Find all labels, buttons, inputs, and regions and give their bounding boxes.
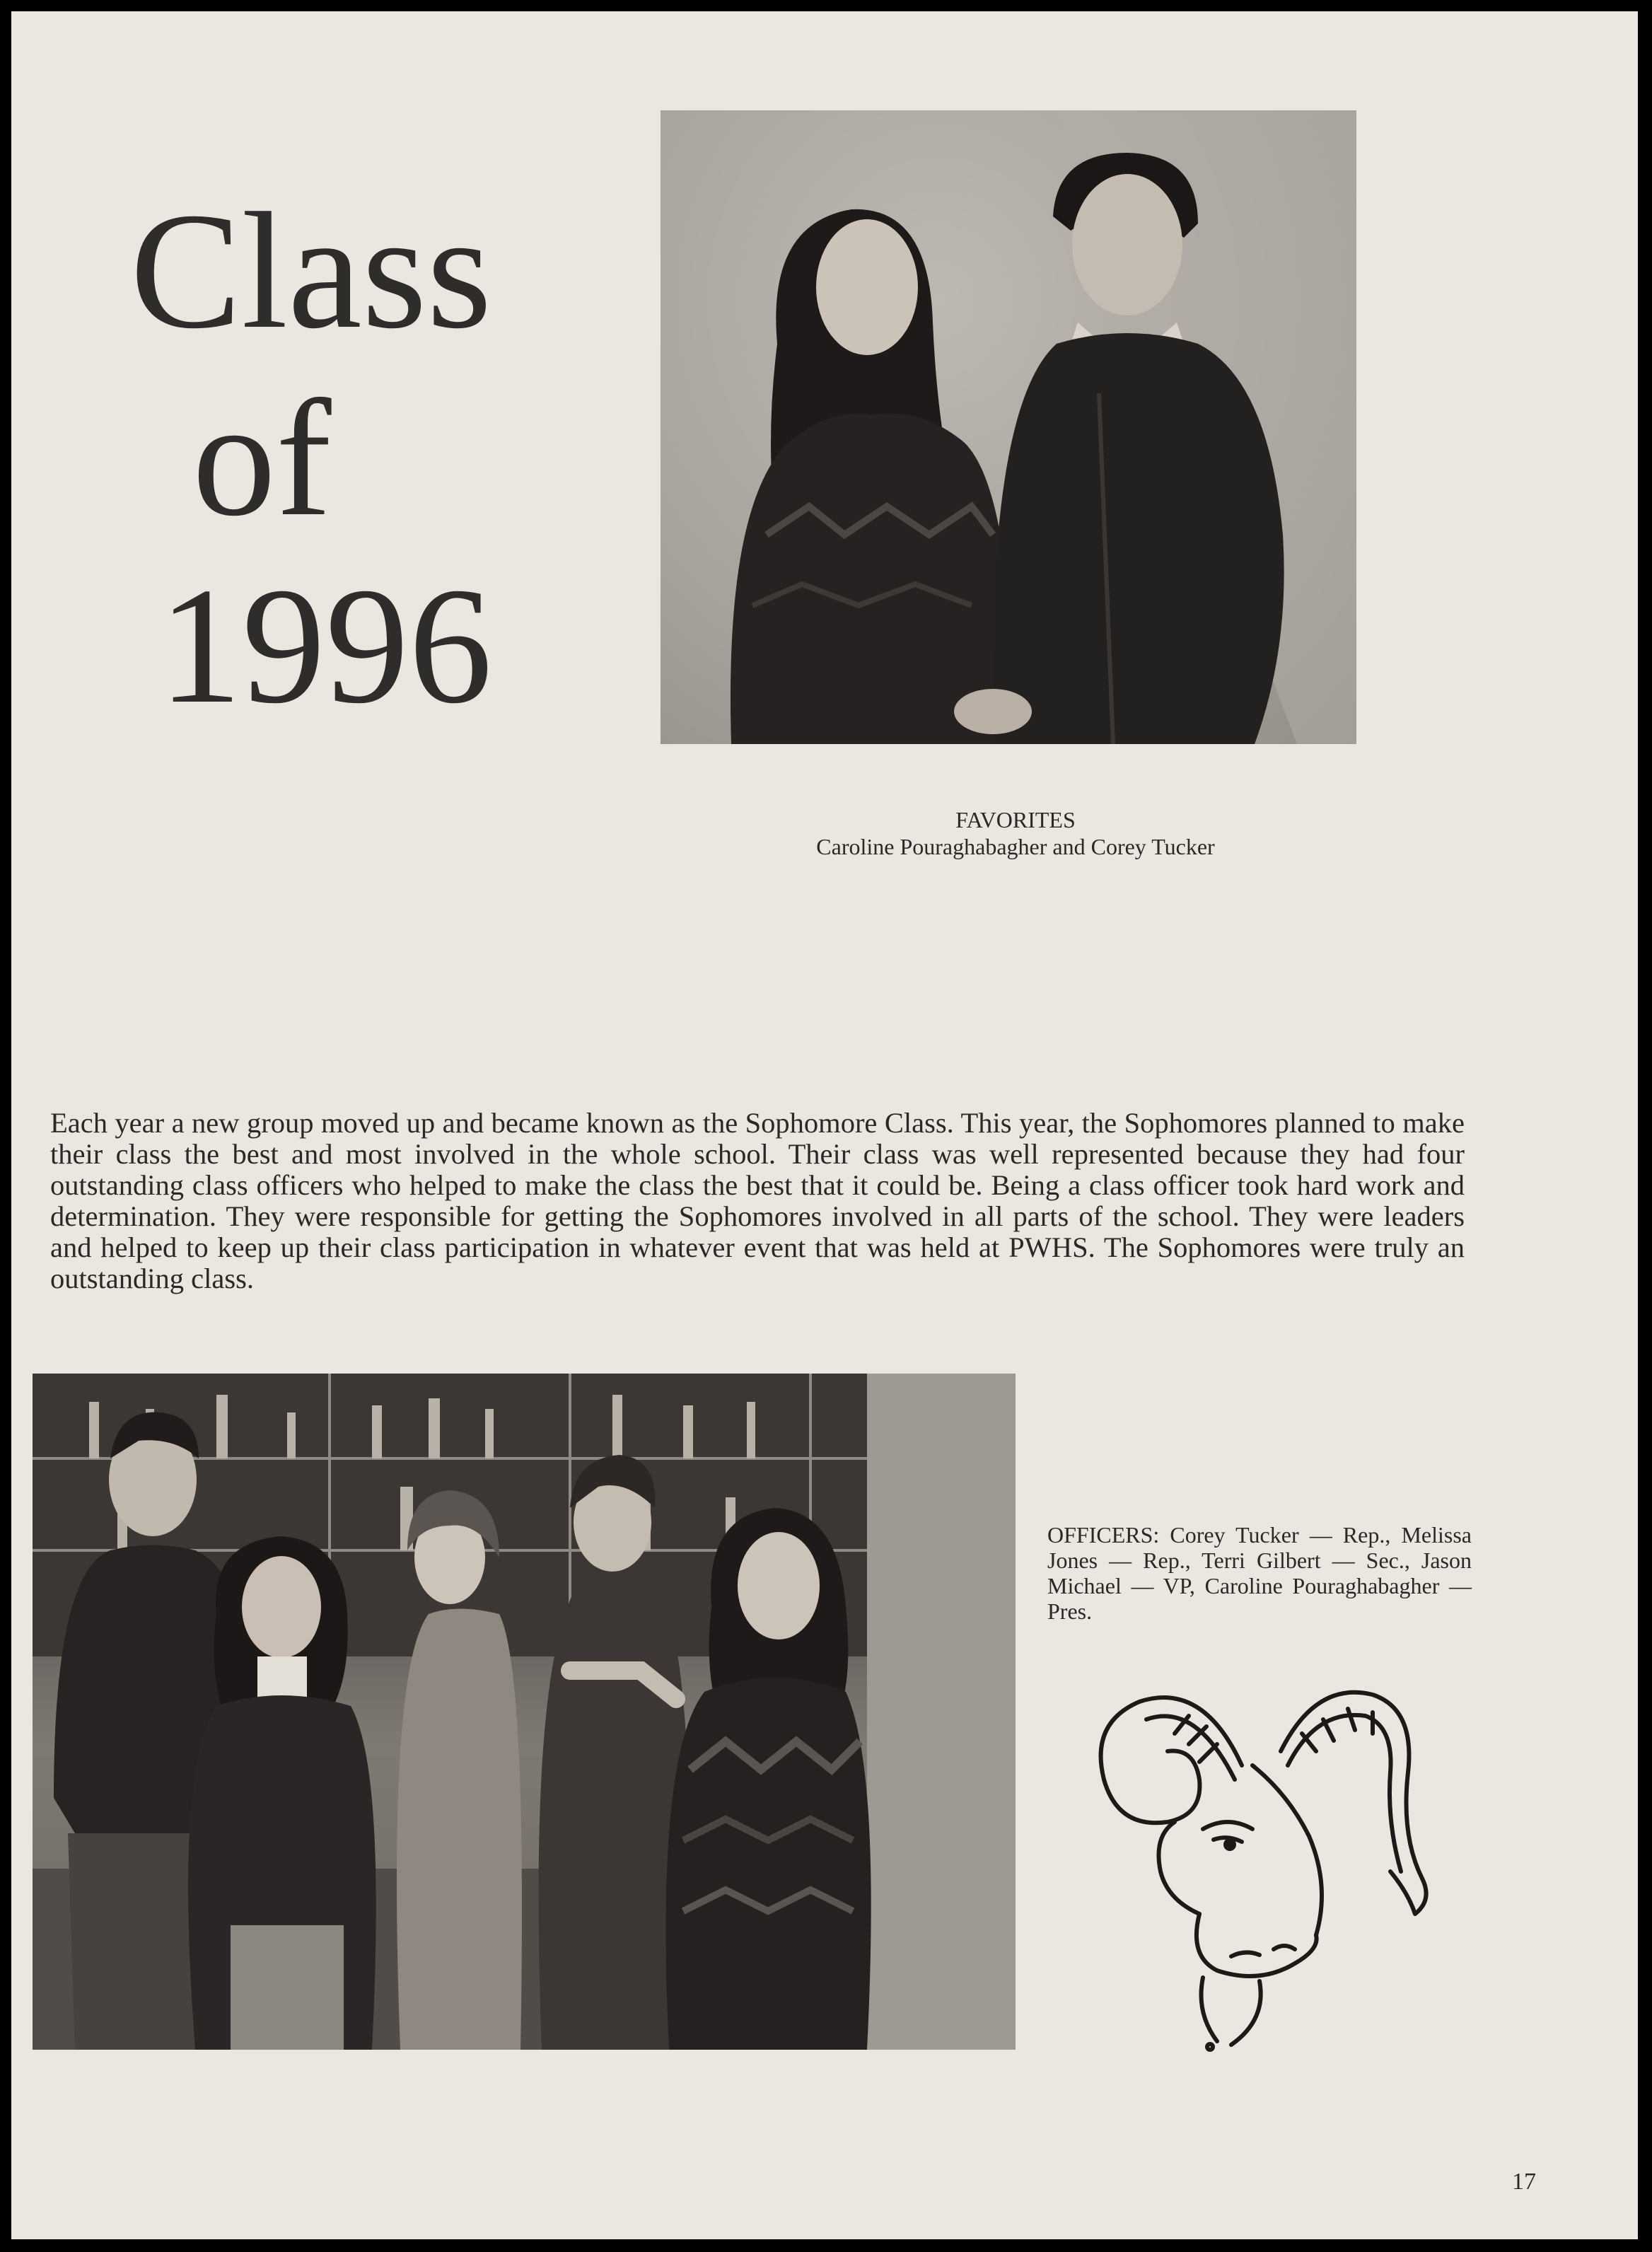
favorites-photo bbox=[661, 110, 1356, 744]
yearbook-page bbox=[11, 11, 1638, 2239]
title-of: of bbox=[192, 366, 332, 551]
favorites-heading: FAVORITES bbox=[955, 807, 1076, 832]
favorites-caption bbox=[733, 806, 1298, 860]
page-number: 17 bbox=[1512, 2169, 1536, 2195]
officers-caption: OFFICERS: Corey Tucker — Rep., Melissa Jones — Rep., Terri Gilbert — Sec., Jason Michael — VP, Caroline Pouraghabagher — Pres. bbox=[1047, 1522, 1472, 1624]
body-paragraph: Each year a new group moved up and became known as the Sophomore Class. This year, the Sophomores planned to make their class the best and most involved in the whole school. Their class was well represented because they had four outstanding class officers who helped to make the class the best that it could be. Being a class officer took hard work and determination. They were responsible for getting the Sophomores involved in all parts of the school. They were leaders and helped to keep up their class participation in whatever event that was held at PWHS. The Sophomores were truly an outstanding class. bbox=[50, 1107, 1465, 1294]
favorites-names: Caroline Pouraghabagher and Corey Tucker bbox=[816, 834, 1215, 859]
title-class: Class bbox=[130, 179, 492, 364]
ram-mascot-drawing bbox=[1076, 1659, 1450, 2055]
officers-photo bbox=[33, 1374, 1016, 2050]
title-year: 1996 bbox=[158, 554, 492, 738]
